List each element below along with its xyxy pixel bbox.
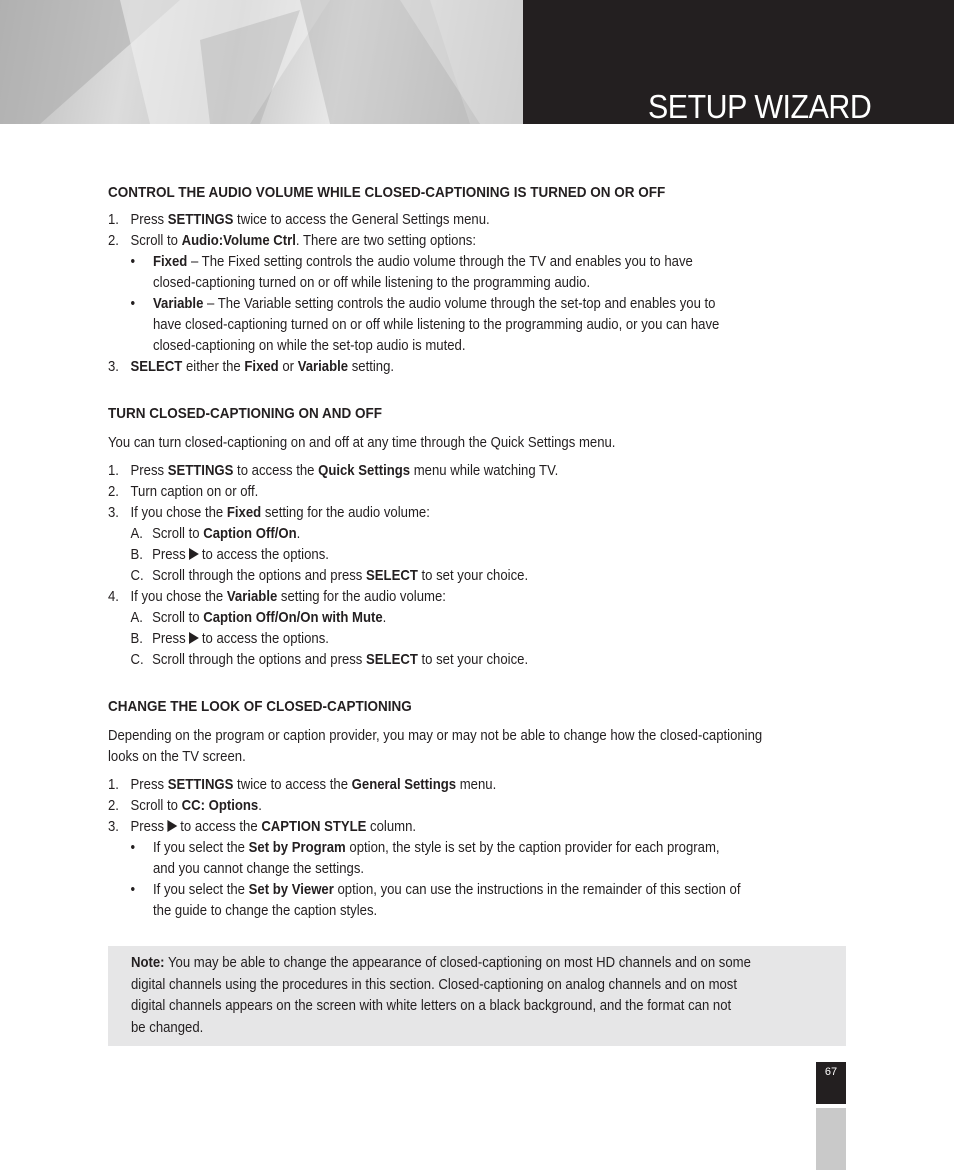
- list-item: 2. Scroll to Audio:Volume Ctrl. There are two setting options:: [108, 231, 846, 252]
- list-item: 2. Turn caption on or off.: [108, 482, 846, 503]
- list-item: 4. If you chose the Variable setting for the audio volume:: [108, 587, 846, 608]
- note-text: Note: You may be able to change the appearance of closed-captioning on most HD channels and on some digital channels using the procedures in this section. Closed-captioning on analog channels and on most digital channels appears on the screen with white letters on a black background, and the format can not be changed.: [131, 955, 751, 1036]
- note-box: [108, 946, 846, 1046]
- list-letter: C.: [130, 568, 144, 584]
- page-number: 67: [816, 1062, 846, 1104]
- list-item: 3. Press to access the CAPTION STYLE column.: [108, 817, 846, 838]
- list-number: 3.: [108, 819, 119, 835]
- list-number: 1.: [108, 212, 119, 228]
- right-arrow-icon: [189, 632, 199, 644]
- list-item: 2. Scroll to CC: Options.: [108, 796, 846, 817]
- list-item: 1. Press SETTINGS twice to access the General Settings menu.: [108, 210, 846, 231]
- section-heading-turn-captioning: TURN CLOSED-CAPTIONING ON AND OFF: [108, 405, 382, 422]
- section-intro: Depending on the program or caption provider, you may or may not be able to change how the closed-captioning looks on the TV screen.: [108, 728, 763, 765]
- bullet-item: • If you select the Set by Viewer option, you can use the instructions in the remainder of this section of the guide to change the caption styles.: [130, 882, 741, 919]
- sub-list-item: C. Scroll through the options and press SELECT to set your choice.: [131, 650, 847, 671]
- list-letter: C.: [130, 652, 144, 668]
- sub-list-item: A. Scroll to Caption Off/On/On with Mute.: [131, 608, 847, 629]
- sub-list-item: B. Press to access the options.: [131, 545, 847, 566]
- bullet-mark: •: [130, 840, 136, 856]
- side-tab: [816, 1108, 846, 1170]
- section-heading-change-look: CHANGE THE LOOK OF CLOSED-CAPTIONING: [108, 698, 412, 715]
- list-item: 1. Press SETTINGS to access the Quick Settings menu while watching TV.: [108, 461, 846, 482]
- list-number: 2.: [108, 233, 119, 249]
- list-item: 3. If you chose the Fixed setting for the audio volume:: [108, 503, 846, 524]
- list-number: 1.: [108, 777, 119, 793]
- section-heading-audio-volume: CONTROL THE AUDIO VOLUME WHILE CLOSED-CAPTIONING IS TURNED ON OR OFF: [108, 184, 666, 201]
- content-body: [108, 182, 846, 922]
- list-letter: B.: [130, 631, 143, 647]
- list-number: 3.: [108, 505, 119, 521]
- bullet-item: • If you select the Set by Program option, the style is set by the caption provider for each program, and you cannot change the settings.: [130, 840, 720, 877]
- list-number: 3.: [108, 359, 119, 375]
- note-label: Note:: [131, 955, 165, 971]
- list-number: 2.: [108, 484, 119, 500]
- page-title: SETUP WIZARD: [648, 88, 872, 125]
- bullet-item: • Variable – The Variable setting controls the audio volume through the set-top and enables you to have closed-captioning turned on or off while listening to the programming audio, or you can have closed-captioning on while the set-top audio is muted.: [130, 296, 720, 354]
- variable-label: Variable: [153, 296, 204, 312]
- list-number: 2.: [108, 798, 119, 814]
- list-letter: A.: [130, 526, 143, 542]
- list-item: 3. SELECT either the Fixed or Variable setting.: [108, 357, 846, 378]
- list-number: 1.: [108, 463, 119, 479]
- header-graphic: [0, 0, 523, 124]
- fixed-label: Fixed: [153, 254, 188, 270]
- section-intro: You can turn closed-captioning on and off at any time through the Quick Settings menu.: [108, 435, 616, 451]
- audio-volume-ctrl-label: Audio:Volume Ctrl: [181, 233, 296, 249]
- list-letter: B.: [130, 547, 143, 563]
- header-abstract-image: [0, 0, 523, 124]
- settings-key: SETTINGS: [167, 212, 234, 228]
- sub-list-item: C. Scroll through the options and press SELECT to set your choice.: [131, 566, 847, 587]
- main-content: [108, 182, 844, 922]
- right-arrow-icon: [189, 548, 199, 560]
- bullet-item: • Fixed – The Fixed setting controls the audio volume through the TV and enables you to have closed-captioning turned on or off while listening to the programming audio.: [130, 254, 693, 291]
- list-letter: A.: [130, 610, 143, 626]
- right-arrow-icon: [168, 820, 178, 832]
- sub-list-item: A. Scroll to Caption Off/On.: [131, 524, 847, 545]
- bullet-mark: •: [130, 296, 136, 312]
- bullet-mark: •: [130, 254, 136, 270]
- list-item: 1. Press SETTINGS twice to access the General Settings menu.: [108, 775, 846, 796]
- list-number: 4.: [108, 589, 119, 605]
- bullet-mark: •: [130, 882, 136, 898]
- sub-list-item: B. Press to access the options.: [131, 629, 847, 650]
